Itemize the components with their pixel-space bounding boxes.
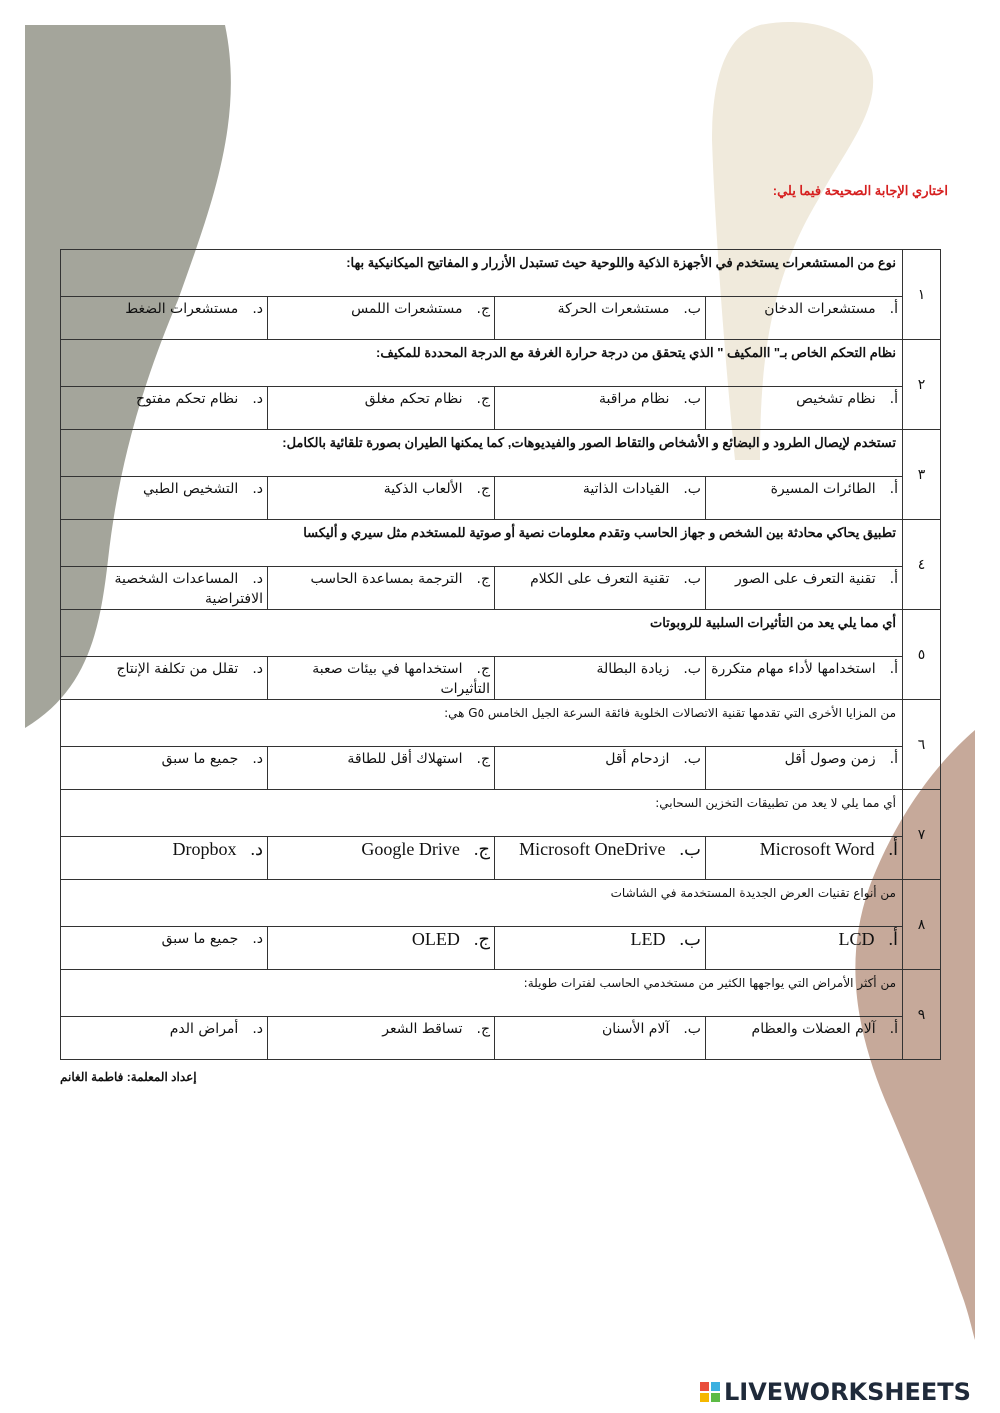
question-row: [61, 790, 941, 837]
option-letter: ج.: [476, 391, 490, 407]
answer-option[interactable]: [495, 657, 706, 700]
option-text: تقلل من تكلفة الإنتاج: [116, 661, 239, 677]
answer-option[interactable]: [268, 1017, 495, 1060]
options-row: [61, 657, 941, 700]
answer-option[interactable]: [706, 927, 903, 970]
answer-option[interactable]: [495, 747, 706, 790]
option-text: جميع ما سبق: [161, 751, 239, 767]
question-text: أي مما يلي لا يعد من تطبيقات التخزين السحابي:: [61, 790, 903, 837]
liveworksheets-brand: [700, 1378, 971, 1406]
question-row: [61, 340, 941, 387]
question-number: ٤: [903, 520, 941, 610]
question-text: نظام التحكم الخاص بـ" االمكيف " الذي يتحقق من درجة حرارة الغرفة مع الدرجة المحددة للمكيف:: [61, 340, 903, 387]
option-letter: د.: [252, 571, 263, 587]
answer-option[interactable]: [61, 1017, 268, 1060]
option-text: نظام تحكم مفتوح: [136, 391, 239, 407]
question-row: [61, 610, 941, 657]
answer-option[interactable]: [61, 747, 268, 790]
question-row: [61, 700, 941, 747]
instructions-title: اختاري الإجابة الصحيحة فيما يلي:: [772, 183, 948, 198]
option-text: أمراض الدم: [169, 1021, 239, 1037]
question-number: ٥: [903, 610, 941, 700]
option-letter: د.: [252, 481, 263, 497]
option-text: زمن وصول أقل: [784, 751, 876, 767]
question-number: ٢: [903, 340, 941, 430]
option-text: نظام تحكم مغلق: [364, 391, 463, 407]
answer-option[interactable]: [268, 657, 495, 700]
answer-option[interactable]: [61, 927, 268, 970]
option-letter: ج.: [476, 661, 490, 677]
answer-option[interactable]: [495, 927, 706, 970]
option-letter: ج.: [476, 481, 490, 497]
option-text: Microsoft Word: [759, 839, 875, 859]
option-letter: د.: [252, 1021, 263, 1037]
answer-option[interactable]: [268, 567, 495, 610]
question-text: أي مما يلي يعد من التأثيرات السلبية للروبوتات: [61, 610, 903, 657]
option-letter: ب.: [683, 391, 701, 407]
option-text: المساعدات الشخصية الافتراضية: [114, 571, 263, 607]
option-letter: ج.: [473, 839, 490, 859]
option-text: مستشعرات اللمس: [351, 301, 463, 317]
option-text: مستشعرات الحركة: [557, 301, 670, 317]
answer-option[interactable]: [61, 387, 268, 430]
option-letter: ب.: [683, 751, 701, 767]
option-text: Microsoft OneDrive: [519, 839, 666, 859]
option-text: LCD: [838, 929, 875, 949]
option-text: استخدامها في بيئات صعبة التأثيرات: [312, 661, 490, 697]
answer-option[interactable]: [61, 297, 268, 340]
answer-option[interactable]: [61, 657, 268, 700]
option-text: تساقط الشعر: [382, 1021, 463, 1037]
answer-option[interactable]: [495, 567, 706, 610]
option-text: LED: [630, 929, 666, 949]
teacher-credit: إعداد المعلمة: فاطمة الغانم: [60, 1070, 197, 1084]
option-letter: د.: [252, 391, 263, 407]
answer-option[interactable]: [706, 477, 903, 520]
option-letter: ب.: [683, 661, 701, 677]
question-number: ١: [903, 250, 941, 340]
question-text: من أكثر الأمراض التي يواجهها الكثير من مستخدمي الحاسب لفترات طويلة:: [61, 970, 903, 1017]
option-text: تقنية التعرف على الكلام: [530, 571, 670, 587]
option-letter: ب.: [683, 481, 701, 497]
answer-option[interactable]: [495, 837, 706, 880]
options-row: [61, 927, 941, 970]
question-row: [61, 250, 941, 297]
option-letter: د.: [252, 751, 263, 767]
answer-option[interactable]: [268, 387, 495, 430]
answer-option[interactable]: [495, 297, 706, 340]
option-text: استهلاك أقل للطاقة: [347, 751, 463, 767]
questions-body: [61, 250, 941, 1060]
option-letter: د.: [252, 931, 263, 947]
brand-text: LIVEWORKSHEETS: [724, 1378, 971, 1406]
options-row: [61, 837, 941, 880]
option-letter: ب.: [683, 571, 701, 587]
answer-option[interactable]: [268, 837, 495, 880]
option-text: زيادة البطالة: [596, 661, 670, 677]
options-row: [61, 297, 941, 340]
option-text: استخدامها لأداء مهام متكررة: [711, 661, 876, 677]
answer-option[interactable]: [268, 927, 495, 970]
answer-option[interactable]: [61, 567, 268, 610]
questions-table: [60, 249, 941, 1060]
option-text: الألعاب الذكية: [383, 481, 463, 497]
option-text: Dropbox: [172, 839, 237, 859]
option-letter: أ.: [889, 301, 898, 317]
question-text: نوع من المستشعرات يستخدم في الأجهزة الذكية واللوحية حيث تستبدل الأزرار و المفاتيح الميكانيكية بها:: [61, 250, 903, 297]
question-row: [61, 430, 941, 477]
option-letter: ج.: [476, 571, 490, 587]
option-text: نظام تشخيص: [796, 391, 876, 407]
option-letter: د.: [252, 661, 263, 677]
answer-option[interactable]: [61, 837, 268, 880]
answer-option[interactable]: [706, 297, 903, 340]
answer-option[interactable]: [495, 477, 706, 520]
option-text: OLED: [411, 929, 460, 949]
answer-option[interactable]: [495, 387, 706, 430]
question-number: ٨: [903, 880, 941, 970]
question-text: من أنواع تقنيات العرض الجديدة المستخدمة في الشاشات: [61, 880, 903, 927]
answer-option[interactable]: [706, 567, 903, 610]
option-letter: أ.: [889, 661, 898, 677]
option-letter: ج.: [476, 751, 490, 767]
option-letter: ب.: [683, 301, 701, 317]
option-letter: ب.: [679, 929, 701, 949]
option-text: آلام الأسنان: [601, 1021, 670, 1037]
question-number: ٣: [903, 430, 941, 520]
liveworksheets-logo-icon: [700, 1382, 720, 1402]
option-text: مستشعرات الدخان: [764, 301, 876, 317]
question-text: تطبيق يحاكي محادثة بين الشخص و جهاز الحاسب وتقدم معلومات نصية أو صوتية للمستخدم مثل سيري و أليكسا: [61, 520, 903, 567]
answer-option[interactable]: [706, 657, 903, 700]
answer-option[interactable]: [706, 747, 903, 790]
question-text: من المزايا الأخرى التي تقدمها تقنية الاتصالات الخلوية فائقة السرعة الجيل الخامس G٥ هي:: [61, 700, 903, 747]
option-text: التشخيص الطبي: [143, 481, 239, 497]
option-letter: ب.: [679, 839, 701, 859]
option-letter: ب.: [683, 1021, 701, 1037]
answer-option[interactable]: [495, 1017, 706, 1060]
options-row: [61, 567, 941, 610]
question-number: ٧: [903, 790, 941, 880]
options-row: [61, 477, 941, 520]
option-text: تقنية التعرف على الصور: [735, 571, 876, 587]
options-row: [61, 387, 941, 430]
option-text: الترجمة بمساعدة الحاسب: [310, 571, 463, 587]
option-letter: ج.: [476, 1021, 490, 1037]
option-letter: أ.: [889, 751, 898, 767]
option-letter: ج.: [476, 301, 490, 317]
question-row: [61, 970, 941, 1017]
options-row: [61, 747, 941, 790]
answer-option[interactable]: [268, 477, 495, 520]
option-letter: أ.: [889, 481, 898, 497]
option-letter: أ.: [889, 391, 898, 407]
question-row: [61, 520, 941, 567]
answer-option[interactable]: [706, 387, 903, 430]
option-letter: أ.: [888, 929, 898, 949]
option-letter: د.: [252, 301, 263, 317]
option-text: آلام العضلات والعظام: [751, 1021, 876, 1037]
option-letter: د.: [250, 839, 263, 859]
answer-option[interactable]: [268, 747, 495, 790]
question-row: [61, 880, 941, 927]
answer-option[interactable]: [61, 477, 268, 520]
answer-option[interactable]: [706, 1017, 903, 1060]
option-text: مستشعرات الضغط: [125, 301, 239, 317]
options-row: [61, 1017, 941, 1060]
option-text: جميع ما سبق: [161, 931, 239, 947]
question-text: تستخدم لإيصال الطرود و البضائع و الأشخاص والتقاط الصور والفيديوهات, كما يمكنها الطيران بصورة تلقائية بالكامل:: [61, 430, 903, 477]
option-letter: أ.: [888, 839, 898, 859]
option-letter: أ.: [889, 1021, 898, 1037]
answer-option[interactable]: [268, 297, 495, 340]
option-text: Google Drive: [361, 839, 460, 859]
option-text: ازدحام أقل: [605, 751, 670, 767]
option-letter: ج.: [473, 929, 490, 949]
option-letter: أ.: [889, 571, 898, 587]
question-number: ٩: [903, 970, 941, 1060]
question-number: ٦: [903, 700, 941, 790]
option-text: الطائرات المسيرة: [770, 481, 876, 497]
answer-option[interactable]: [706, 837, 903, 880]
option-text: نظام مراقبة: [599, 391, 670, 407]
option-text: القيادات الذاتية: [582, 481, 670, 497]
